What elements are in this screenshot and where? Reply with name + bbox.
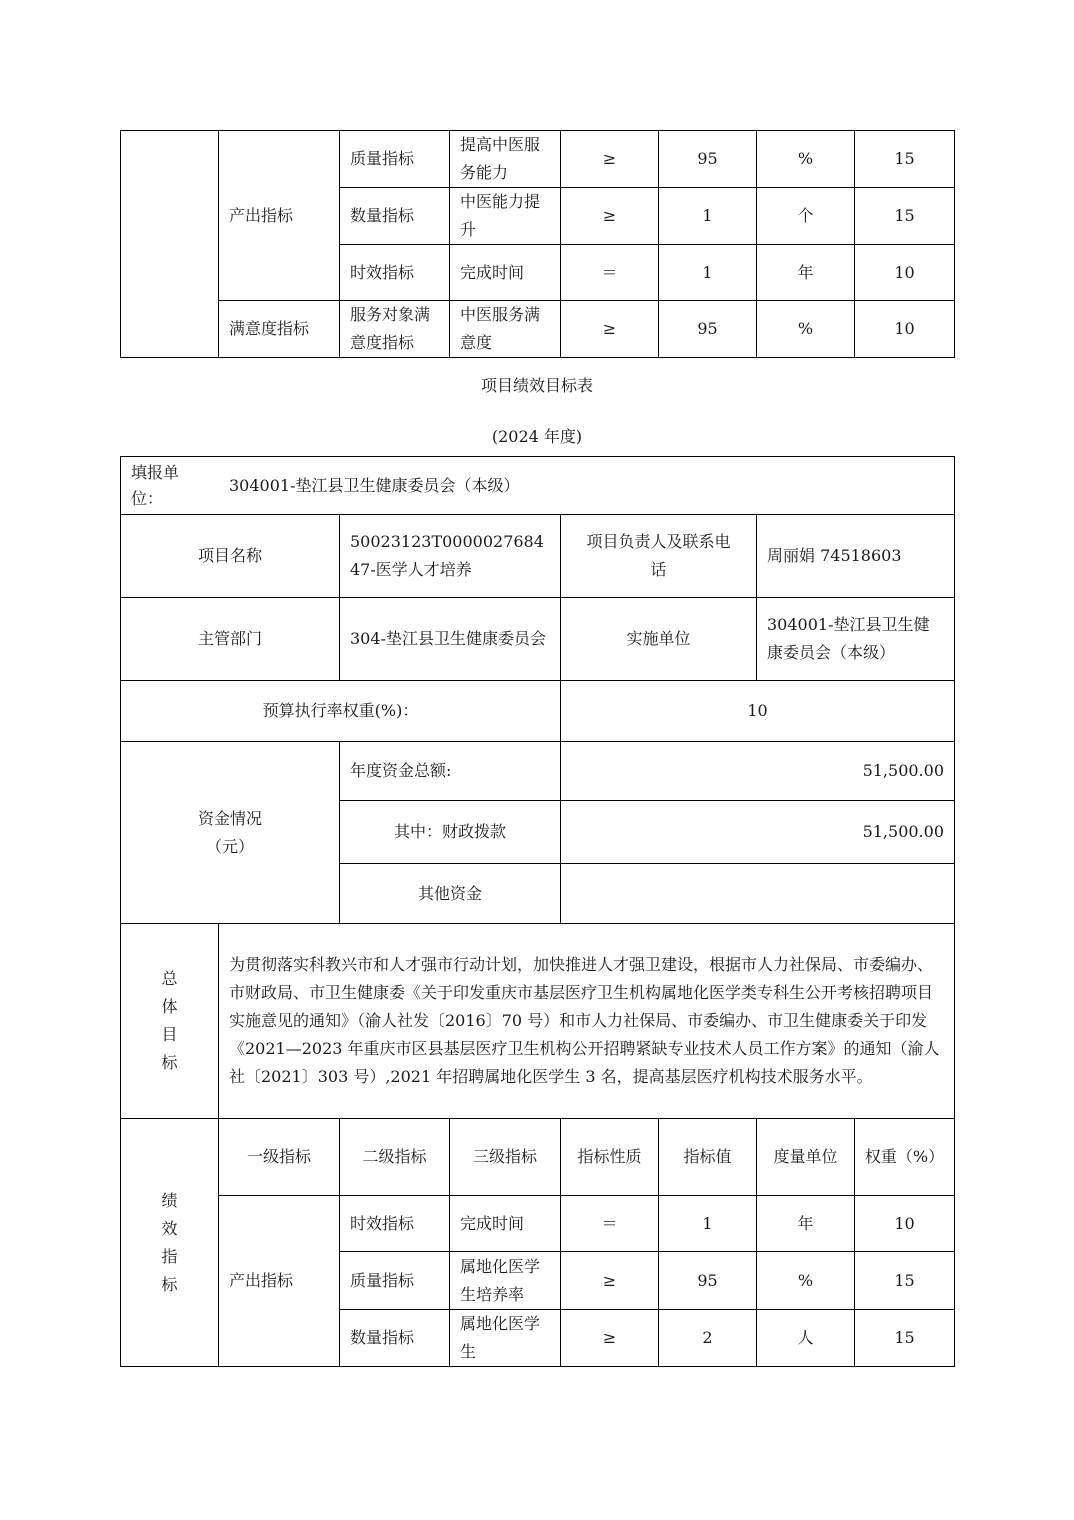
weight-cell: 15: [855, 1310, 955, 1367]
unit-cell: 年: [757, 1196, 855, 1252]
funds-other-label: 其他资金: [340, 864, 561, 924]
table-row: [121, 301, 955, 358]
funds-label-text: 资金情况（元）: [197, 808, 262, 856]
filler-value: 304001-垫江县卫生健康委员会（本级）: [229, 475, 520, 495]
operator-cell: ≥: [561, 131, 659, 188]
header-level3: 三级指标: [450, 1119, 561, 1196]
table-row: [121, 924, 955, 1119]
unit-cell: %: [757, 131, 855, 188]
budget-rate-value: 10: [561, 681, 955, 742]
level3-cell: 中医服务满意度: [450, 301, 561, 358]
level2-cell: 质量指标: [340, 1252, 450, 1310]
level2-cell: 数量指标: [340, 188, 450, 245]
value-cell: 1: [659, 188, 757, 245]
blank-cell: [121, 131, 219, 358]
operator-cell: ≥: [561, 188, 659, 245]
operator-cell: ＝: [561, 245, 659, 301]
unit-cell: %: [757, 1252, 855, 1310]
level2-cell: 时效指标: [340, 245, 450, 301]
table-row: [121, 681, 955, 742]
table-row: [121, 1119, 955, 1196]
perf-label-text: 绩效指标: [161, 1190, 178, 1294]
operator-cell: ≥: [561, 1310, 659, 1367]
value-cell: 95: [659, 131, 757, 188]
funds-label: [121, 742, 340, 924]
filler-label: 填报单位：: [131, 462, 180, 508]
weight-cell: 15: [855, 188, 955, 245]
header-weight: 权重（%）: [855, 1119, 955, 1196]
weight-cell: 10: [855, 301, 955, 358]
impl-value: 304001-垫江县卫生健康委员会（本级）: [757, 598, 955, 681]
level1-cell: 满意度指标: [219, 301, 340, 358]
unit-cell: 年: [757, 245, 855, 301]
header-level2: 二级指标: [340, 1119, 450, 1196]
table-row: [121, 515, 955, 598]
level2-cell: 质量指标: [340, 131, 450, 188]
table-row: [121, 457, 955, 515]
header-unit: 度量单位: [757, 1119, 855, 1196]
impl-label: 实施单位: [561, 598, 757, 681]
indicator-table-continued: [120, 130, 955, 358]
contact-label: 项目负责人及联系电话: [561, 515, 757, 598]
unit-cell: %: [757, 301, 855, 358]
filler-row: [121, 457, 955, 515]
budget-rate-label: 预算执行率权重(%)：: [121, 681, 561, 742]
weight-cell: 15: [855, 1252, 955, 1310]
table-row: [121, 742, 955, 801]
unit-cell: 人: [757, 1310, 855, 1367]
funds-fiscal-value: 51,500.00: [561, 801, 955, 864]
value-cell: 1: [659, 245, 757, 301]
goal-label: [121, 924, 219, 1119]
value-cell: 95: [659, 1252, 757, 1310]
perf-label: [121, 1119, 219, 1367]
weight-cell: 10: [855, 245, 955, 301]
goal-text: 为贯彻落实科教兴市和人才强市行动计划，加快推进人才强卫建设，根据市人力社保局、市委编办、市财政局、市卫生健康委《关于印发重庆市基层医疗卫生机构属地化医学类专科生公开考核招聘项目实施意见的通知》（渝人社发〔2016〕70 号）和市人力社保局、市委编办、市卫生健康委关于印发《2021—2023 年重庆市区县基层医疗卫生机构公开招聘紧缺专业技术人员工作方案》的通知（渝人社〔2021〕303 号）,2021 年招聘属地化医学生 3 名，提高基层医疗机构技术服务水平。: [219, 924, 955, 1119]
level1-cell: 产出指标: [219, 1196, 340, 1367]
value-cell: 95: [659, 301, 757, 358]
goal-label-text: 总体目标: [161, 969, 178, 1072]
weight-cell: 15: [855, 131, 955, 188]
dept-label: 主管部门: [121, 598, 340, 681]
level2-cell: 数量指标: [340, 1310, 450, 1367]
operator-cell: ≥: [561, 1252, 659, 1310]
level3-cell: 中医能力提升: [450, 188, 561, 245]
performance-target-table: [120, 456, 955, 1367]
operator-cell: ＝: [561, 1196, 659, 1252]
funds-fiscal-label: 其中：财政拨款: [340, 801, 561, 864]
level3-cell: 属地化医学生: [450, 1310, 561, 1367]
funds-total-label: 年度资金总额:: [340, 742, 561, 801]
value-cell: 1: [659, 1196, 757, 1252]
value-cell: 2: [659, 1310, 757, 1367]
header-nature: 指标性质: [561, 1119, 659, 1196]
weight-cell: 10: [855, 1196, 955, 1252]
dept-value: 304-垫江县卫生健康委员会: [340, 598, 561, 681]
funds-other-value: [561, 864, 955, 924]
header-level1: 一级指标: [219, 1119, 340, 1196]
level2-cell: 时效指标: [340, 1196, 450, 1252]
level3-cell: 提高中医服务能力: [450, 131, 561, 188]
level2-cell: 服务对象满意度指标: [340, 301, 450, 358]
table-year: (2024 年度): [491, 427, 583, 446]
table-row: [121, 131, 955, 188]
table-title: 项目绩效目标表: [480, 376, 593, 395]
level3-cell: 属地化医学生培养率: [450, 1252, 561, 1310]
header-value: 指标值: [659, 1119, 757, 1196]
project-name-value: 50023123T000002768447-医学人才培养: [340, 515, 561, 598]
level1-cell: 产出指标: [219, 131, 340, 301]
project-name-label: 项目名称: [121, 515, 340, 598]
table-row: [121, 1196, 955, 1252]
level3-cell: 完成时间: [450, 245, 561, 301]
funds-total-value: 51,500.00: [561, 742, 955, 801]
contact-value: 周丽娟 74518603: [757, 515, 955, 598]
unit-cell: 个: [757, 188, 855, 245]
level3-cell: 完成时间: [450, 1196, 561, 1252]
table-row: [121, 598, 955, 681]
operator-cell: ≥: [561, 301, 659, 358]
